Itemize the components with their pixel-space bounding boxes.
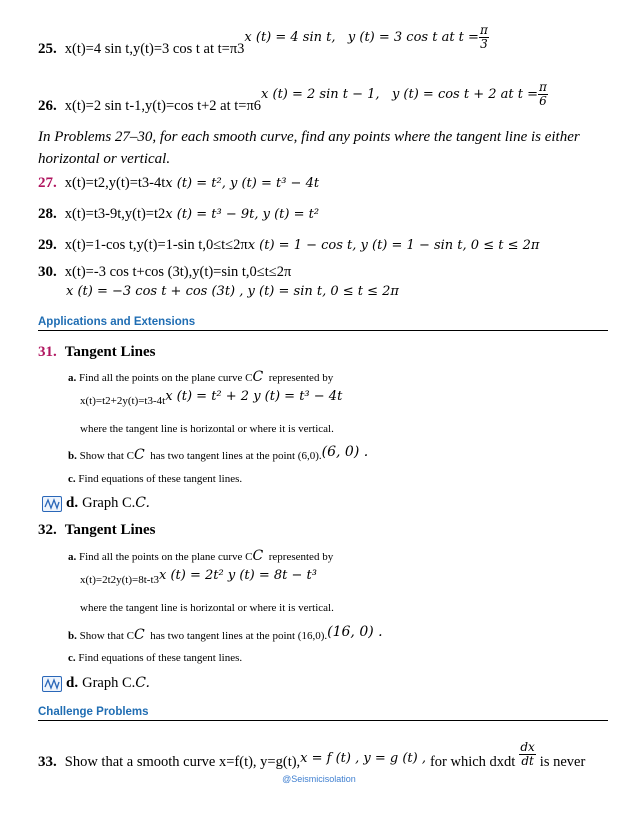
problem-text: x(t)=t2,y(t)=t3-4t xyxy=(64,175,166,191)
problem-33: 33. Show that a smooth curve x=f(t), y=g(t),$^{x = f (t) , y = g (t) ,}$ for which dxdt $\frac{dx}{dt}$ is never xyxy=(38,740,586,771)
problem-26 xyxy=(38,80,608,120)
problem-32-part-d: d. Graph C.C. xyxy=(66,675,150,691)
problem-31-heading xyxy=(38,343,608,361)
problem-32-heading xyxy=(38,521,608,539)
problem-31-equation: x(t)=t2+2y(t)=t3-4tx (t) = t² + 2 y (t) = t³ − 4t xyxy=(80,389,343,407)
problem-math: x (t) = 1 − cos t, y (t) = 1 − sin t, 0 ≤ t ≤ 2π xyxy=(247,238,540,253)
problem-title: Tangent Lines xyxy=(64,344,156,360)
problem-math: x (t) = t³ − 9t, y (t) = t² xyxy=(165,207,320,222)
problem-30 xyxy=(38,263,608,281)
problem-number: 32. xyxy=(38,522,57,538)
problem-number: 25. xyxy=(38,41,57,57)
watermark-footer: @Seismicisolation xyxy=(282,774,356,784)
problem-27 xyxy=(38,174,608,192)
problem-title: Tangent Lines xyxy=(64,522,156,538)
problem-25 xyxy=(38,23,608,63)
problem-32-where: where the tangent line is horizontal or where it is vertical. xyxy=(80,602,334,614)
problem-30-math: x (t) = −3 cos t + cos (3t) , y (t) = sin t, 0 ≤ t ≤ 2π xyxy=(66,284,399,299)
problem-text: x(t)=-3 cos t+cos (3t),y(t)=sin t,0≤t≤2π xyxy=(64,264,292,280)
problem-32-equation: x(t)=2t2y(t)=8t-t3x (t) = 2t² y (t) = 8t − t³ xyxy=(80,568,317,586)
problem-32-part-c: c. Find equations of these tangent lines. xyxy=(68,652,243,664)
problem-31-where: where the tangent line is horizontal or where it is vertical. xyxy=(80,423,334,435)
problem-number: 28. xyxy=(38,206,57,222)
problem-text: Show that a smooth curve x=f(t), y=g(t), xyxy=(64,754,301,771)
problem-number: 31. xyxy=(38,344,57,360)
problem-32-part-a: a. Find all the points on the plane curve CC represented by xyxy=(68,548,334,564)
section-heading-applications: Applications and Extensions xyxy=(38,316,608,331)
problem-number: 30. xyxy=(38,264,57,280)
fraction: $\frac{\pi}{3}$ xyxy=(479,23,488,51)
problem-number: 33. xyxy=(38,754,57,771)
problem-math: x (t) = 4 sin t, y (t) = 3 cos t at t = π 3 xyxy=(244,23,488,51)
problem-29 xyxy=(38,236,608,254)
problem-math: x (t) = 2 sin t − 1, y (t) = cos t + 2 at t = π 6 xyxy=(261,80,547,108)
problem-text: x(t)=1-cos t,y(t)=1-sin t,0≤t≤2π xyxy=(64,237,248,253)
problem-31-part-c: c. Find equations of these tangent lines. xyxy=(68,473,243,485)
problem-31-part-b: b. Show that CC has two tangent lines at the point (6,0).(6, 0) . xyxy=(68,444,369,463)
problem-text: x(t)=4 sin t,y(t)=3 cos t at t=π3 xyxy=(64,41,245,57)
problem-number: 27. xyxy=(38,175,57,191)
problem-32-part-b: b. Show that CC has two tangent lines at the point (16,0).(16, 0) . xyxy=(68,624,383,643)
problems-27-30-intro: In Problems 27–30, for each smooth curve, find any points where the tangent line is either horizontal or vertical. xyxy=(38,129,580,167)
graph-icon xyxy=(42,496,62,512)
problem-31-part-a: a. Find all the points on the plane curve CC represented by xyxy=(68,369,334,385)
problem-math: x (t) = t², y (t) = t³ − 4t xyxy=(165,176,320,191)
graph-icon xyxy=(42,676,62,692)
problem-number: 26. xyxy=(38,98,57,114)
fraction: $\frac{\pi}{6}$ xyxy=(539,80,547,108)
fraction-dx-dt: $\frac{dx}{dt}$ xyxy=(520,740,535,768)
section-heading-challenge: Challenge Problems xyxy=(38,706,608,721)
problem-text: x(t)=2 sin t-1,y(t)=cos t+2 at t=π6 xyxy=(64,98,262,114)
problem-31-part-d: d. Graph C.C. xyxy=(66,495,150,511)
problem-28 xyxy=(38,205,608,223)
problem-number: 29. xyxy=(38,237,57,253)
problem-text: x(t)=t3-9t,y(t)=t2 xyxy=(64,206,166,222)
